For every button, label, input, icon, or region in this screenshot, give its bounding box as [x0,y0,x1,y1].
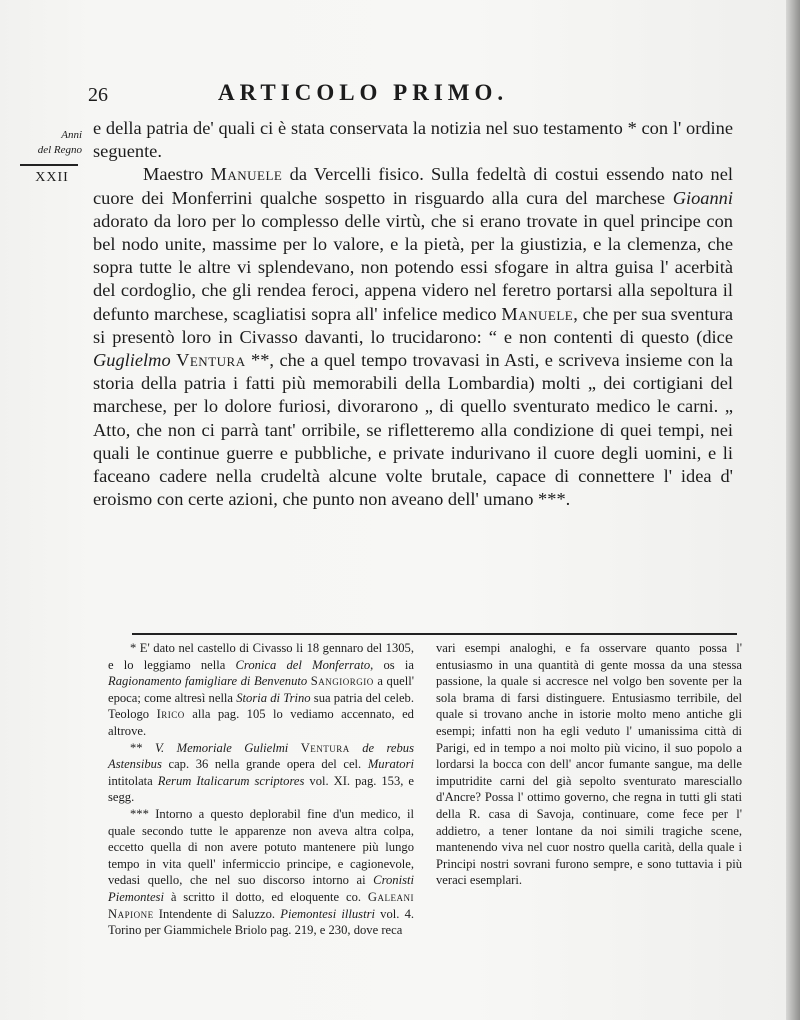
name-manuele-2: Manuele [501,303,574,324]
footnote-1: * E' dato nel castello di Civasso li 18 gennaro del 1305, e lo leggiamo nella Cronica del Monferrato, os ia Ragionamento famigliare di Benvenuto Sangiorgio a quell' epoca; come altresì nella Storia di Trino sua patria del celeb. Teologo Irico alla pag. 105 lo vediamo accennato, ed altrove. [108,641,414,738]
main-text [93,117,733,511]
margin-year-number: XXII [35,170,69,185]
footnote-column-left [108,640,414,939]
name-ventura: Ventura [176,350,246,371]
paragraph-intro: e della patria de' quali ci è stata conservata la notizia nel suo testamento * con l' ordine seguente. [93,118,733,162]
margin-note-line2: del Regno [37,144,82,156]
page-header [88,80,738,114]
footnote-column-right [436,640,742,939]
footnotes [108,640,742,939]
margin-note [2,128,82,185]
name-manuele: Manuele [210,164,283,185]
page-edge-shadow [786,0,800,1020]
footnote-2: ** V. Memoriale Gulielmi Ventura de rebus Astensibus cap. 36 nella grande opera del cel. Muratori intitolata Rerum Italicarum scriptores vol. XI. pag. 153, e segg. [108,740,414,805]
name-gioanni: Gioanni [672,187,733,208]
margin-divider [20,164,78,166]
running-title: ARTICOLO PRIMO. [218,80,509,105]
footnote-3: *** Intorno a questo deplorabil fine d'un medico, il quale secondo tutte le apparenze non aveva altra colpa, eccetto quella di non avere potuto mantenere più lungo tempo in vita quell' infermiccio principe, e cagionevole, vedasi quello, che nel suo discorso intorno ai Cronisti Piemontesi à scritto il dotto, ed eloquente co. Galeani Napione Intendente di Saluzzo. Piemontesi illustri vol. 4. Torino per Giammichele Briolo pag. 219, e 230, dove reca [108,806,415,938]
page-number: 26 [88,84,108,106]
footnote-3-continued: vari esempi analoghi, e fa osservare quanto possa l' entusiasmo in una quantità di gente mossa da una stessa passione, la quale si accresce nel volgo ben sovente per la sola brama di farsi distinguere. Entusiasmo terribile, del quale si trovano anche in istorie molto meno antiche gli esempi; infatti non ha egli veduto l' umanissima città di Parigi, ed in tempo a noi molto più vicino, il suo popolo a lordarsi la bocca con dell' ancor fumante sangue, ma delle imputridite carni del già sepolto sventurato maresciallo d'Ancre? Possa l' ottimo governo, che regna in tutti gli stati della R. casa di Savoja, continuare, come fece per l' addietro, a tener lontane da noi simili tragiche scene, mantenendo viva nel cuor nostro quella carità, della quale i Principi nostri sovrani furono sempre, e sono tuttavia i più veraci esemplari. [436,641,742,888]
margin-note-line1: Anni [61,129,82,141]
name-guglielmo: Guglielmo [93,350,171,371]
paragraph-main: Maestro Manuele da Vercelli fisico. Sulla fedeltà di costui essendo nato nel cuore dei Monferrini qualche sospetto in risguardo alla cura del marchese Gioanni adorato da loro per lo complesso delle virtù, che si erano trovate in quel principe con bel nodo unite, massime per lo valore, e la pietà, per la giustizia, e la clemenza, che sopra tutte le altre vi splendevano, non potendo essi sfogare in altra guisa l' acerbità del cordoglio, che gli rendea feroci, appena videro nel feretro portarsi alla sepoltura il defunto marchese, scagliatisi sopra all' infelice medico Manuele, che per sua sventura si presentò loro in Civasso davanti, lo trucidarono: “ e non contenti di questo (dice Guglielmo Ventura **, che a quel tempo trovavasi in Asti, e scriveva insieme con la storia della patria i fatti più memorabili della Lombardia) molti „ dei cortigiani del marchese, per lo dolore furiosi, divorarono „ di quello sventurato medico le carni. „ Atto, che non ci parrà tant' orribile, se rifletteremo alla condizione di quei tempi, nei quali le continue guerre e pubbliche, e private indurivano il cuore degli uomini, e li faceano cadere nella crudeltà alcune volte brutale, capace di connettere l' idea d' eroismo con certe azioni, che punto non aveano dell' umano ***. [93,164,734,510]
footnote-divider [132,633,737,635]
